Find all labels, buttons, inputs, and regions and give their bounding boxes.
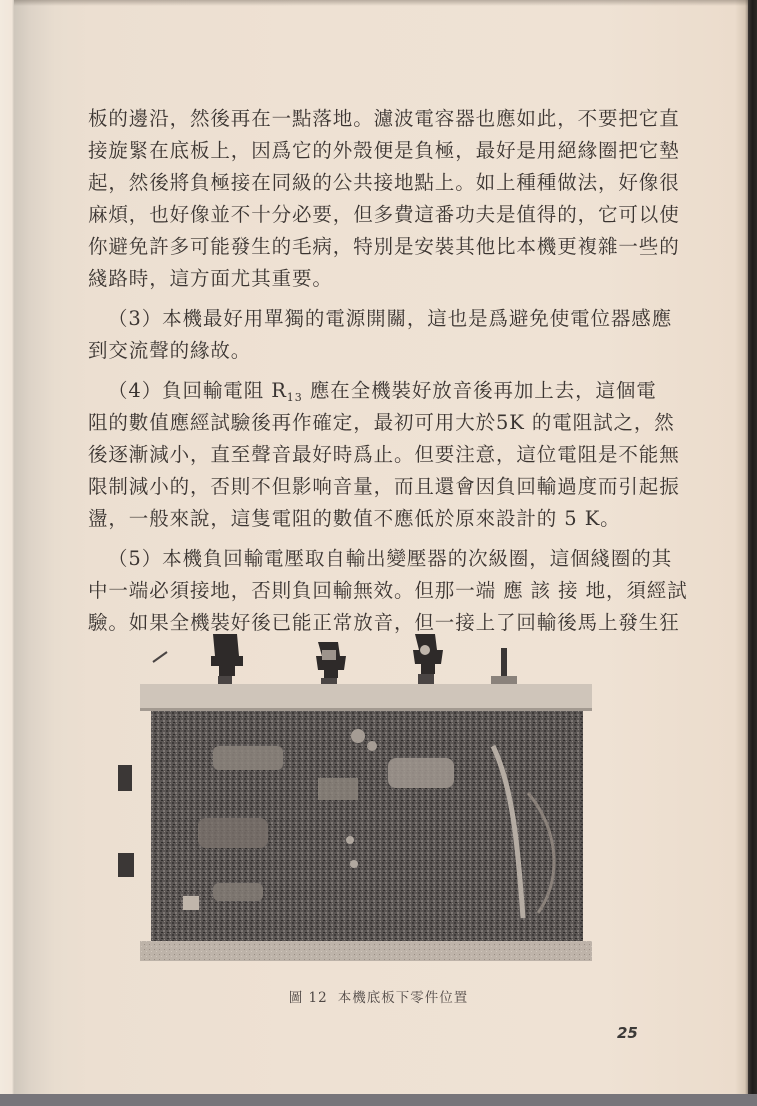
text-line: 接旋緊在底板上，因爲它的外殼便是負極，最好是用絕緣圈把它墊	[88, 139, 680, 162]
text-line: （3）本機最好用單獨的電源開關，這也是爲避免使電位器感應	[108, 307, 673, 330]
text-line: 中一端必須接地，否則負回輸無效。但那一端 應 該 接 地，須經試	[88, 579, 688, 602]
text-line: 到交流聲的緣故。	[88, 339, 252, 362]
knob-icon	[316, 642, 346, 684]
text-line: 你避免許多可能發生的毛病，特別是安裝其他比本機更複雜一些的	[88, 235, 680, 258]
scan-bottom-edge	[0, 1094, 757, 1106]
text-line: （5）本機負回輸電壓取自輸出變壓器的次級圈，這個綫圈的其	[108, 547, 673, 570]
figure-caption	[0, 986, 757, 1006]
knob-icon	[211, 634, 243, 684]
text-line: 盪，一般來說，這隻電阻的數值不應低於原來設計的 5 K。	[88, 507, 621, 530]
text-line: 驗。如果全機裝好後已能正常放音，但一接上了回輸後馬上發生狂	[88, 611, 680, 634]
page-top-shadow	[14, 0, 748, 6]
text-line: 阻的數值應經試驗後再作確定，最初可用大於5K 的電阻試之，然	[88, 411, 675, 434]
text-line: 綫路時，這方面尤其重要。	[88, 267, 333, 290]
shaft-icon	[491, 648, 517, 684]
text-line: 板的邊沿，然後再在一點落地。濾波電容器也應如此，不要把它直	[88, 107, 680, 130]
chassis-photo	[118, 628, 618, 973]
text-line: 限制減小的，否則不但影响音量，而且還會因負回輸過度而引起振	[88, 475, 680, 498]
text-line: 麻煩，也好像並不十分必要，但多費這番功夫是值得的，它可以使	[88, 203, 680, 226]
text-line: 起，然後將負極接在同級的公共接地點上。如上種種做法，好像很	[88, 171, 680, 194]
knob-icon	[413, 634, 443, 684]
paragraph-item-4	[88, 375, 680, 535]
resistor-subscript: 13	[286, 391, 303, 404]
text-segment: 應在全機裝好放音後再加上去，這個電	[302, 379, 657, 402]
paragraph-item-3	[88, 303, 673, 367]
text-line: 後逐漸減小，直至聲音最好時爲止。但要注意，這位電阻是不能無	[88, 443, 680, 466]
text-line	[88, 375, 668, 407]
body-text	[88, 103, 688, 639]
figure-number: 圖 12	[288, 990, 328, 1006]
paragraph-item-5	[88, 543, 688, 639]
book-binding-edge	[748, 0, 757, 1106]
page-number: 25	[617, 1024, 638, 1042]
figure-title: 本機底板下零件位置	[337, 990, 469, 1006]
chassis-photo-illustration	[118, 628, 618, 973]
text-segment: （4）負回輸電阻 R	[108, 379, 287, 402]
